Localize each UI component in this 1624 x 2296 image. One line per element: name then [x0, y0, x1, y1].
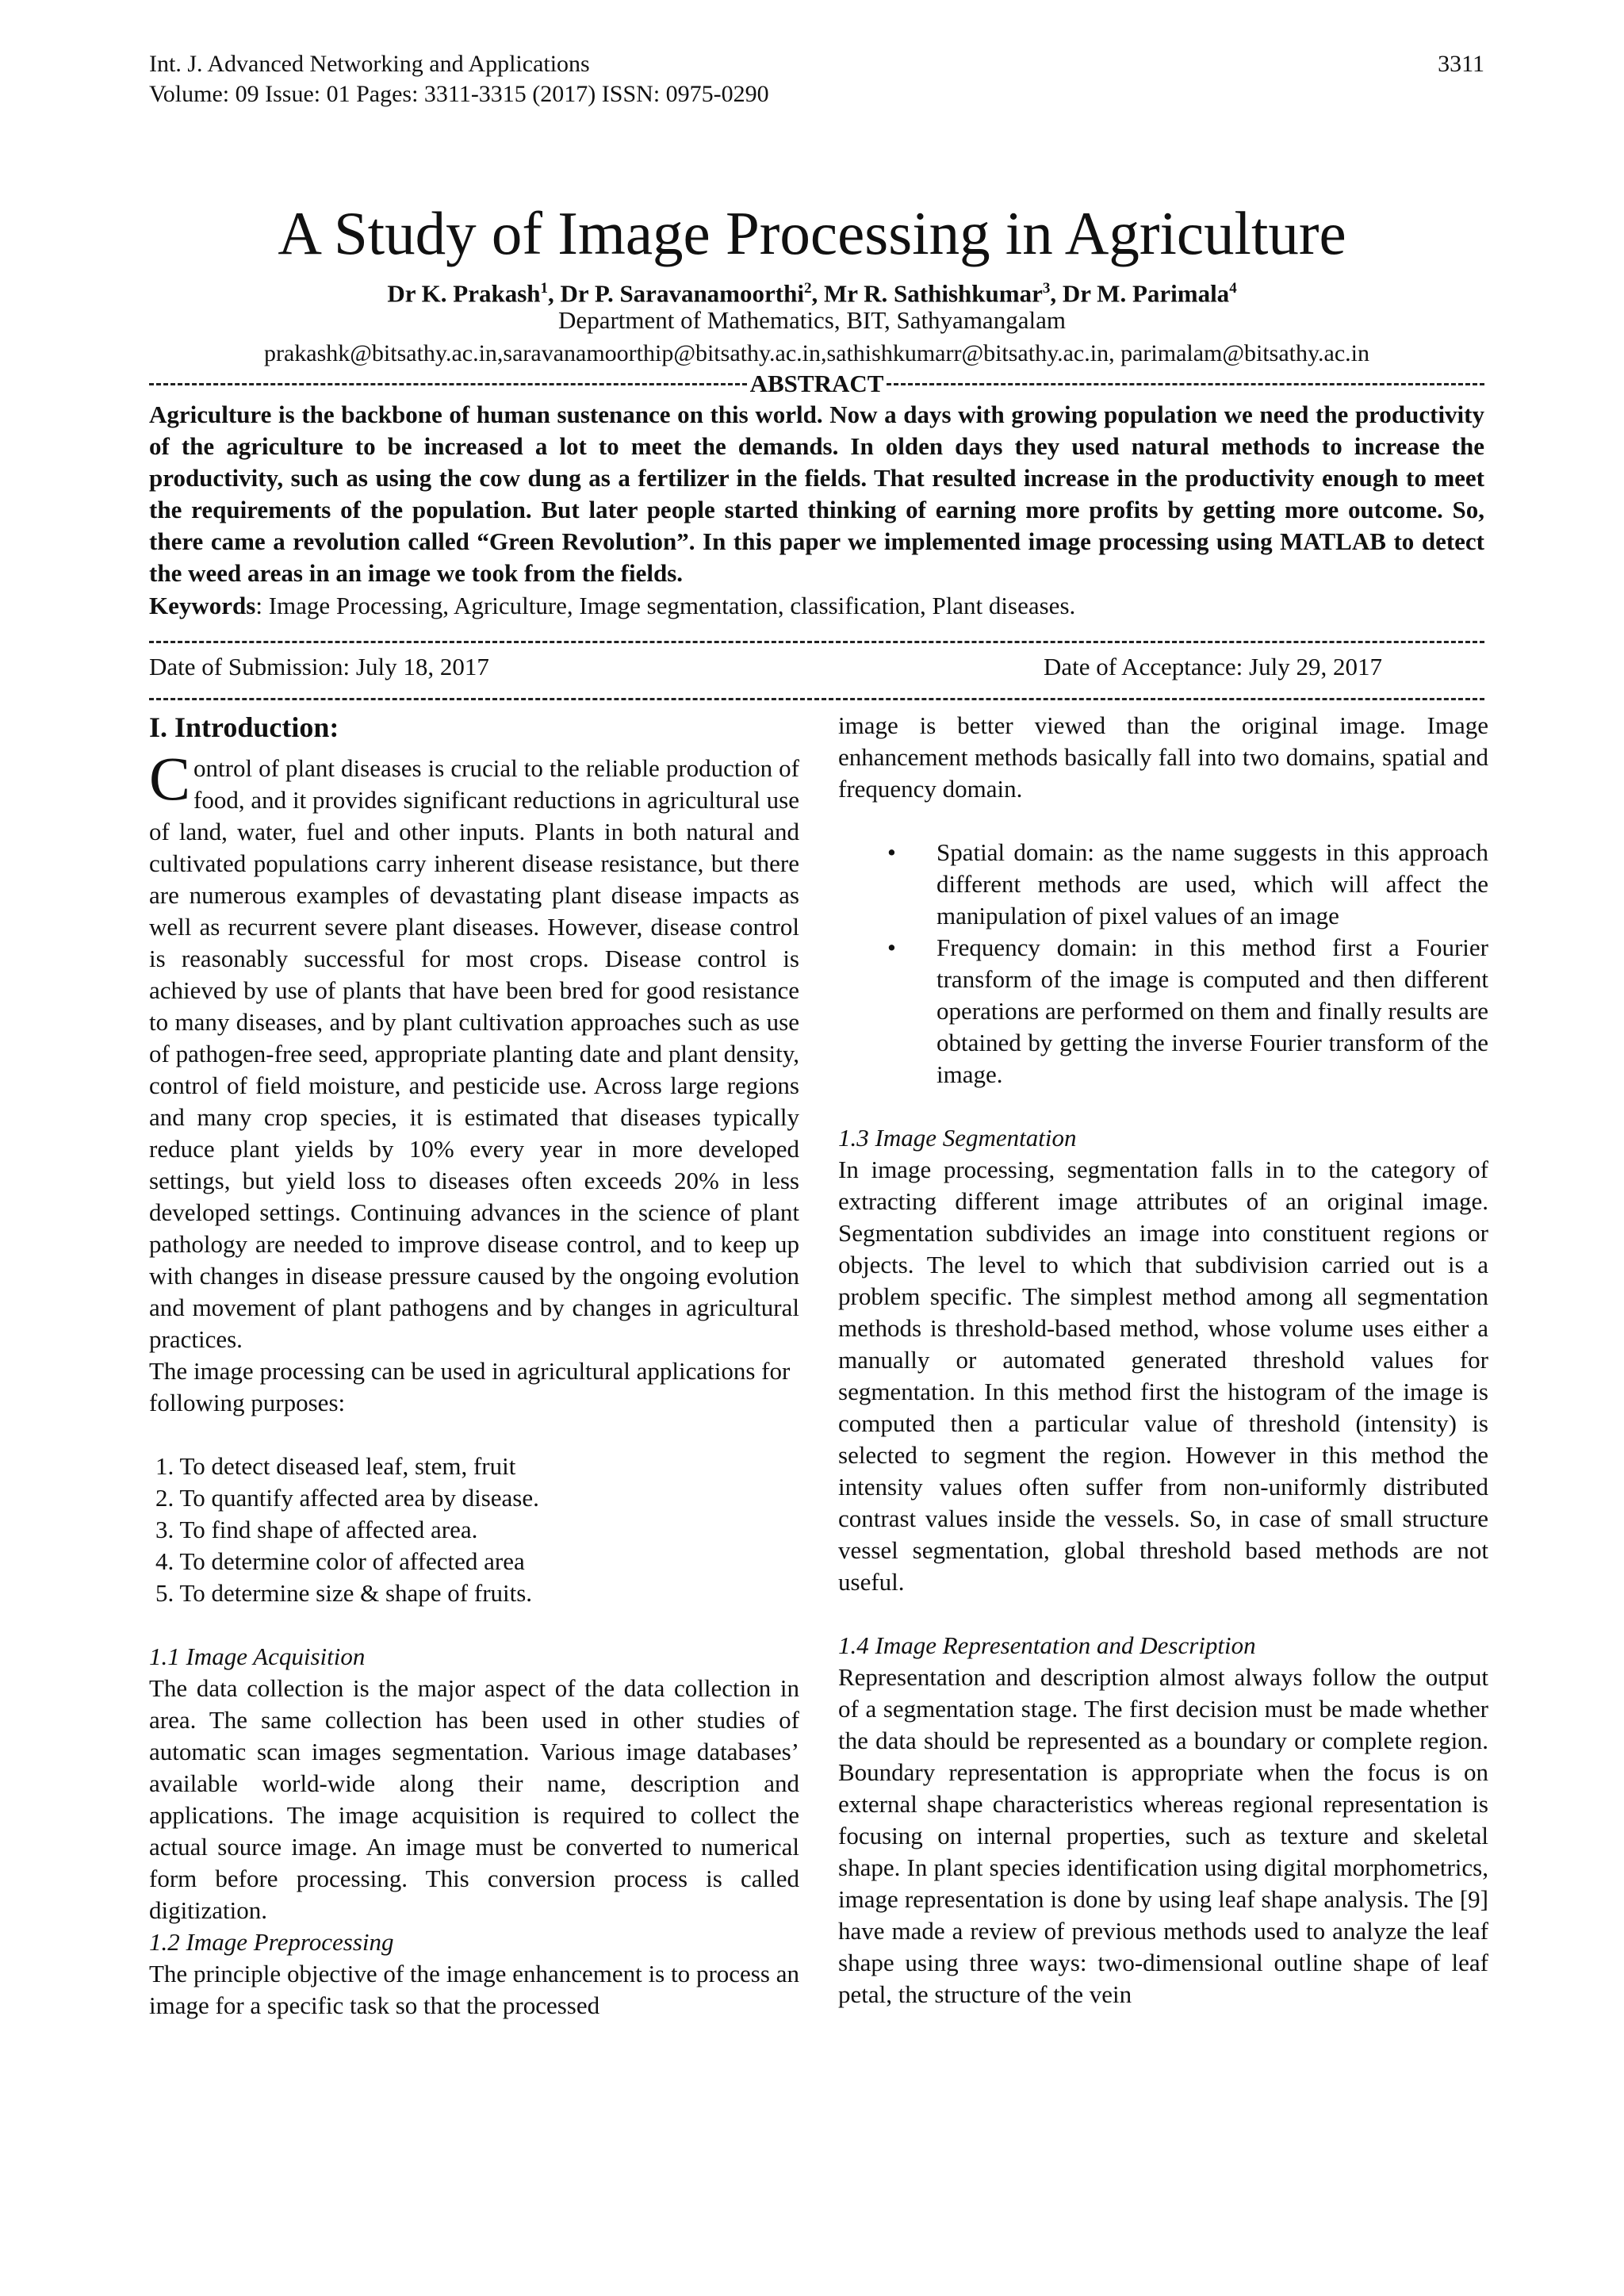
author-name: Mr R. Sathishkumar: [823, 279, 1043, 308]
list-item: [887, 837, 1488, 932]
list-item: 2. To quantify affected area by disease.: [155, 1484, 539, 1512]
spacer: [149, 1419, 799, 1451]
drop-cap: C: [149, 744, 191, 813]
intro-text: ontrol of plant diseases is crucial to the reliable production of food, and it provides significant reductions in agricultural use of land, water, fuel and other inputs. Plants in both natural and cultivated populations carry inherent disease resistance, but there are numerous examples of devastating plant disease impacts as well as recurrent severe plant diseases. However, disease control is reasonably successful for most crops. Disease control is achieved by use of plants that have been bred for good resistance to many diseases, and by plant cultivation approaches such as use of pathogen-free seed, appropriate planting date and plant density, control of field moisture, and pesticide use. Across large regions and many crop species, it is estimated that diseases typically reduce plant yields by 10% every year in more developed settings, but yield loss to diseases often exceeds 20% in less developed settings. Continuing advances in the science of plant pathology are needed to improve disease control, and to keep up with changes in disease pressure caused by the ongoing evolution and movement of plant pathogens and by changes in agricultural practices.: [149, 754, 799, 1353]
dates-row: [149, 651, 1484, 683]
dashed-rule: [149, 698, 1484, 700]
domain-list: [838, 837, 1488, 1091]
preprocessing-continued: image is better viewed than the original image. Image enhancement methods basically fall into two domains, spatial and frequency domain.: [838, 711, 1488, 803]
author-affiliation-mark: 2: [803, 280, 812, 297]
spacer: [838, 1091, 1488, 1122]
department: Department of Mathematics, BIT, Sathyamangalam: [558, 306, 1066, 334]
keywords: [149, 590, 1484, 622]
list-item: 4. To determine color of affected area: [155, 1547, 525, 1575]
journal-volume: Volume: 09 Issue: 01 Pages: 3311-3315 (2017) ISSN: 0975-0290: [149, 81, 769, 107]
subsection-heading: 1.1 Image Acquisition: [149, 1642, 366, 1670]
acceptance-date: Date of Acceptance: July 29, 2017: [1044, 653, 1382, 680]
spacer: [149, 1609, 799, 1641]
segmentation-paragraph: In image processing, segmentation falls in to the category of extracting different image attributes of an original image. Segmentation subdivides an image into constituent regions or objects. The level to which that subdivision carried out is a problem specific. The simplest method among all segmentation methods is threshold-based method, whose volume uses either a manually or automated generated threshold values for segmentation. In this method first the histogram of the image is computed then a particular value of threshold (intensity) is selected to segment the region. However in this method the intensity values often suffer from non-uniformly distributed contrast values inside the vessels. So, in case of small structure vessel segmentation, global threshold based methods are not useful.: [838, 1156, 1488, 1596]
list-item: 5. To determine size & shape of fruits.: [155, 1579, 533, 1607]
paper-title: A Study of Image Processing in Agriculture: [278, 199, 1346, 267]
page-number: 3311: [1438, 51, 1484, 77]
right-column: [838, 710, 1488, 2010]
list-item: 1. To detect diseased leaf, stem, fruit: [155, 1452, 516, 1480]
spacer: [838, 805, 1488, 837]
acquisition-paragraph: The data collection is the major aspect of the data collection in area. The same collection has been used in other studies of automatic scan images segmentation. Various image databases’ available world-wide along their name, description and applications. The image acquisition is required to collect the actual source image. An image must be converted to numerical form before processing. This conversion process is called digitization.: [149, 1674, 799, 1924]
dashed-rule: [887, 383, 1484, 385]
running-head: [149, 49, 1484, 109]
list-item: [887, 932, 1488, 1091]
abstract-text: Agriculture is the backbone of human sustenance on this world. Now a days with growing population we need the productivity of the agriculture to be increased a lot to meet the demands. In olden days they used natural methods to increase the productivity, such as using the cow dung as a fertilizer in the fields. That resulted increase in the productivity enough to meet the requirements of the population. But later people started thinking of earning more profits by getting more outcome. So, there came a revolution called “Green Revolution”. In this paper we implemented image processing using MATLAB to detect the weed areas in an image we took from the fields.: [149, 401, 1484, 587]
author-separator: ,: [811, 279, 824, 308]
preprocessing-paragraph: The principle objective of the image enhancement is to process an image for a specific task so that the processed: [149, 1960, 799, 2019]
subsection-heading: 1.2 Image Preprocessing: [149, 1928, 394, 1956]
author-name: Dr P. Saravanamoorthi: [560, 279, 804, 308]
list-item-text: Spatial domain: as the name suggests in this approach different methods are used, which will affect the manipulation of pixel values of an image: [936, 838, 1488, 930]
left-column: [149, 710, 799, 2022]
purposes-intro: The image processing can be used in agricultural applications for following purposes:: [149, 1357, 791, 1416]
keywords-label: Keywords: [149, 592, 256, 619]
list-item-text: Frequency domain: in this method first a Fourier transform of the image is computed and then different operations are performed on them and finally results are obtained by getting the inverse Fourier transform of the image.: [936, 933, 1488, 1088]
submission-date: Date of Submission: July 18, 2017: [149, 653, 489, 680]
abstract-label: ABSTRACT: [749, 370, 884, 397]
subsection-heading: 1.3 Image Segmentation: [838, 1124, 1077, 1152]
representation-paragraph: Representation and description almost always follow the output of a segmentation stage. The first decision must be made whether the data should be represented as a boundary or complete region. Boundary representation is appropriate when the focus is on external shape characteristics whereas regional representation is focusing on internal properties, such as texture and skeletal shape. In plant species identification using digital morphometrics, image representation is done by using leaf shape analysis. The [9] have made a review of previous methods used to analyze the leaf shape using three ways: two-dimensional outline shape of leaf petal, the structure of the vein: [838, 1663, 1488, 2008]
bullet-glyph: •: [887, 838, 896, 866]
author-emails: prakashk@bitsathy.ac.in,saravanamoorthip@bitsathy.ac.in,sathishkumarr@bitsathy.ac.in, parimalam@bitsathy.ac.in: [263, 340, 1370, 366]
author-separator: ,: [548, 279, 561, 308]
section-heading: I. Introduction:: [149, 711, 339, 743]
author-affiliation-mark: 3: [1042, 280, 1051, 297]
author-name: Dr M. Parimala: [1062, 279, 1230, 308]
author-affiliation-mark: 4: [1229, 280, 1237, 297]
subsection-heading: 1.4 Image Representation and Description: [838, 1631, 1256, 1659]
spacer: [838, 1598, 1488, 1630]
bullet-glyph: •: [887, 933, 896, 961]
purpose-list: [149, 1451, 799, 1609]
intro-paragraph: [149, 744, 799, 1355]
author-separator: ,: [1050, 279, 1063, 308]
keywords-text: : Image Processing, Agriculture, Image segmentation, classification, Plant diseases.: [255, 592, 1076, 619]
dashed-rule: [149, 383, 747, 385]
author-name: Dr K. Prakash: [387, 279, 541, 308]
list-item: 3. To find shape of affected area.: [155, 1516, 478, 1543]
dashed-rule: [149, 641, 1484, 643]
abstract-divider: [149, 370, 1484, 398]
author-affiliation-mark: 1: [540, 280, 549, 297]
journal-name: Int. J. Advanced Networking and Applications: [149, 51, 590, 77]
